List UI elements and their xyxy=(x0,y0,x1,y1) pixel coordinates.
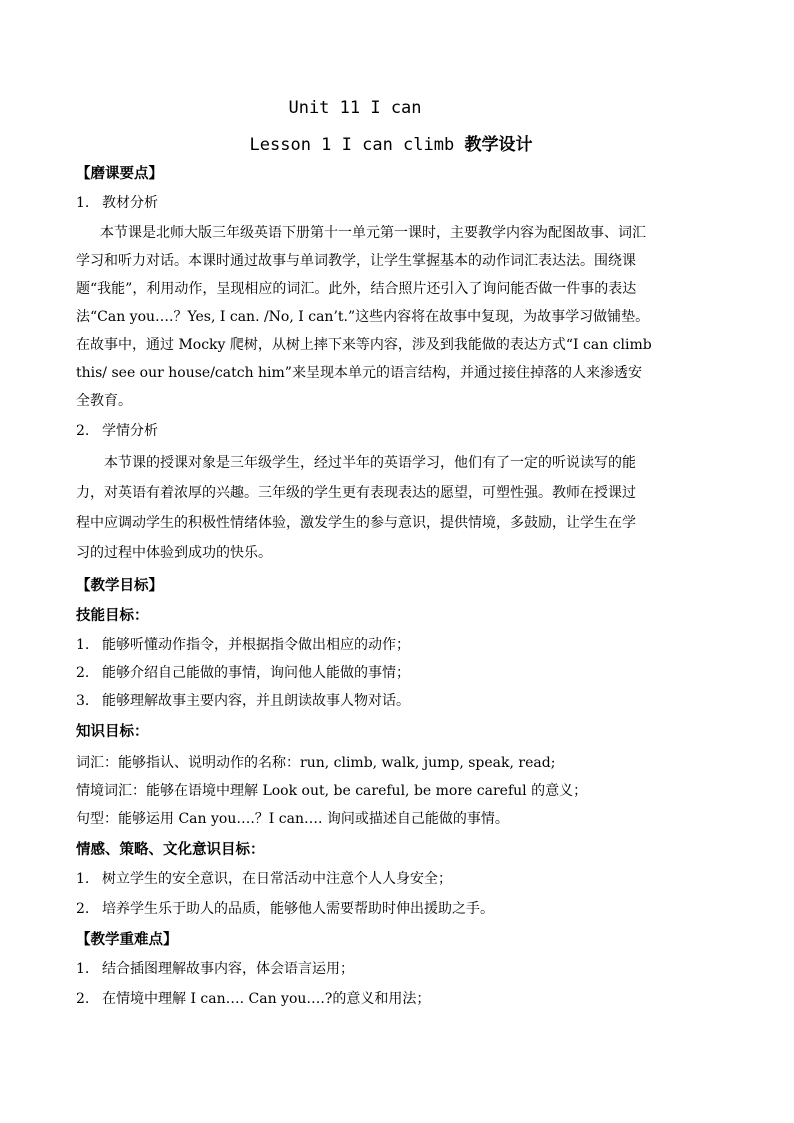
subheading-text: 教材分析 xyxy=(102,195,158,211)
knowledge-line: 情境词汇：能够在语境中理解 Look out, be careful, be more careful 的意义； xyxy=(76,783,588,799)
subheading-text: 学情分析 xyxy=(102,423,158,439)
list-text: 树立学生的安全意识，在日常活动中注意个人人身安全； xyxy=(102,871,452,887)
paragraph-line: 全教育。 xyxy=(76,393,132,409)
list-text: 培养学生乐于助人的品质，能够他人需要帮助时伸出援助之手。 xyxy=(102,901,494,917)
paragraph-line: 在故事中，通过 Mocky 爬树，从树上摔下来等内容，涉及到我能做的表达方式“I can climb xyxy=(76,337,652,353)
paragraph-line: 题“我能”，利用动作，呈现相应的词汇。此外，结合照片还引入了询问能否做一件事的表达 xyxy=(76,281,637,297)
knowledge-line: 词汇：能够指认、说明动作的名称：run, climb, walk, jump, speak, read; xyxy=(76,755,556,771)
paragraph-line: 程中应调动学生的积极性情绪体验，激发学生的参与意识，提供情境，多鼓励，让学生在学 xyxy=(76,515,636,531)
list-item xyxy=(76,634,726,654)
list-text: 能够理解故事主要内容，并且朗读故事人物对话。 xyxy=(102,693,410,709)
list-item xyxy=(76,898,726,918)
list-item xyxy=(76,690,726,710)
unit-title: Unit 11 I can xyxy=(288,98,422,118)
lesson-title-en: Lesson 1 I can climb xyxy=(249,135,455,155)
paragraph-line: this/ see our house/catch him”来呈现本单元的语言结构，并通过接住掉落的人来渗透安 xyxy=(76,365,642,381)
paragraph-line: 力，对英语有着浓厚的兴趣。三年级的学生更有表现表达的愿望，可塑性强。教师在授课过 xyxy=(76,485,636,501)
list-text: 能够听懂动作指令，并根据指令做出相应的动作； xyxy=(102,637,410,653)
paragraph-line: 本节课是北师大版三年级英语下册第十一单元第一课时，主要教学内容为配图故事、词汇 xyxy=(100,225,646,241)
paragraph-line: 习的过程中体验到成功的快乐。 xyxy=(76,545,272,561)
subheading-number: 2. xyxy=(76,423,90,439)
list-number: 2. xyxy=(76,665,90,681)
subheading-number: 1. xyxy=(76,195,90,211)
section-heading-key-points: 【教学重难点】 xyxy=(76,932,178,948)
list-number: 2. xyxy=(76,901,90,917)
paragraph-line: 法“Can you….？Yes, I can. /No, I can’t.”这些内容将在故事中复现，为故事学习做铺垫。 xyxy=(76,309,650,325)
list-text: 结合插图理解故事内容，体会语言运用； xyxy=(102,961,354,977)
section-heading-goals: 【教学目标】 xyxy=(76,578,163,594)
list-number: 1. xyxy=(76,871,90,887)
paragraph-line: 本节课的授课对象是三年级学生，经过半年的英语学习，他们有了一定的听说读写的能 xyxy=(104,455,636,471)
knowledge-goals-heading: 知识目标： xyxy=(76,724,149,740)
paragraph-line: 学习和听力对话。本课时通过故事与单词教学，让学生掌握基本的动作词汇表达法。围绕课 xyxy=(76,253,636,269)
list-number: 1. xyxy=(76,637,90,653)
lesson-title-zh: 教学设计 xyxy=(464,135,533,155)
list-item xyxy=(76,958,726,978)
subheading-student-analysis xyxy=(76,420,726,440)
list-item xyxy=(76,988,726,1008)
list-item xyxy=(76,868,726,888)
lesson-title xyxy=(0,130,782,155)
list-text: 在情境中理解 I can…. Can you….?的意义和用法； xyxy=(102,991,431,1007)
list-number: 3. xyxy=(76,693,90,709)
knowledge-line: 句型：能够运用 Can you….？I can…. 询问或描述自己能做的事情。 xyxy=(76,811,509,827)
subheading-textbook-analysis xyxy=(76,192,726,212)
list-item xyxy=(76,662,726,682)
list-number: 2. xyxy=(76,991,90,1007)
section-heading-moke: 【磨课要点】 xyxy=(76,166,163,182)
emotion-goals-heading: 情感、策略、文化意识目标： xyxy=(76,842,265,858)
skill-goals-heading: 技能目标： xyxy=(76,608,149,624)
list-number: 1. xyxy=(76,961,90,977)
list-text: 能够介绍自己能做的事情，询问他人能做的事情； xyxy=(102,665,410,681)
